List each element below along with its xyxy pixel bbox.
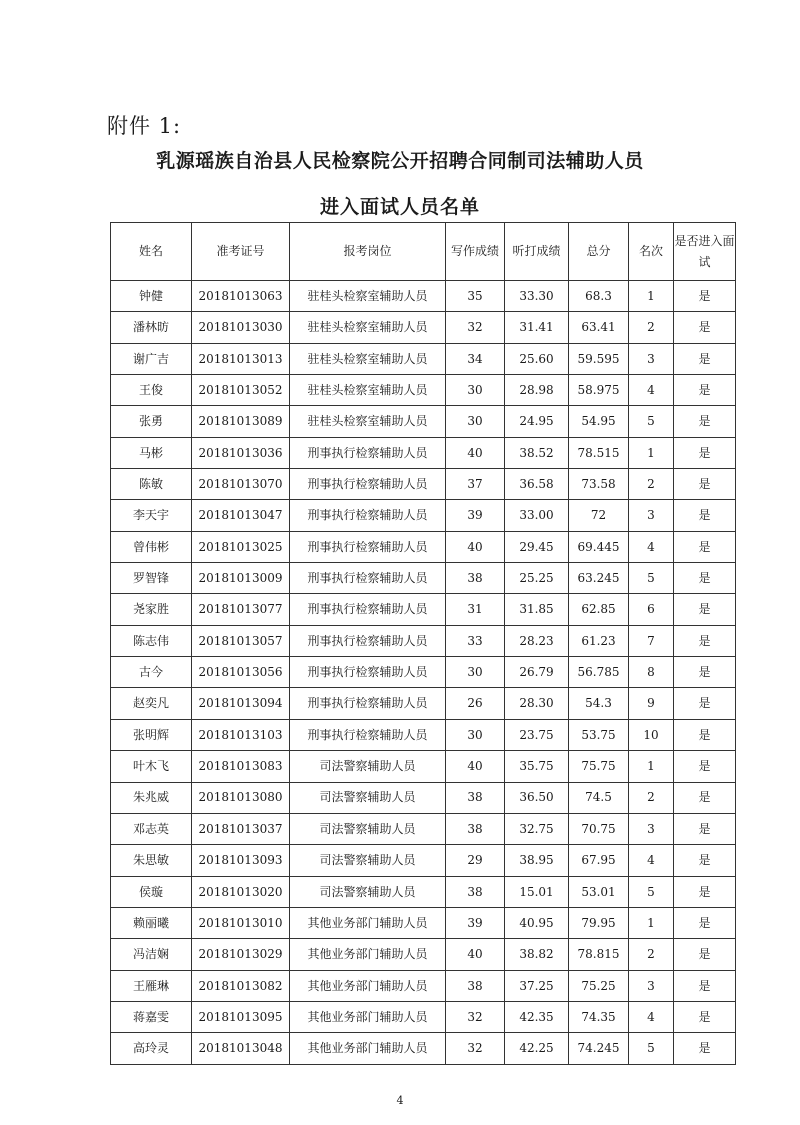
cell-writing-score: 38 <box>446 563 505 594</box>
cell-total-score: 62.85 <box>569 594 629 625</box>
cell-position: 其他业务部门辅助人员 <box>290 939 446 970</box>
cell-interview-status: 是 <box>674 375 736 406</box>
cell-interview-status: 是 <box>674 437 736 468</box>
cell-typing-score: 25.60 <box>505 343 569 374</box>
cell-name: 潘林昉 <box>111 312 192 343</box>
cell-position: 驻桂头检察室辅助人员 <box>290 312 446 343</box>
cell-rank: 5 <box>629 406 674 437</box>
cell-rank: 2 <box>629 939 674 970</box>
cell-name: 侯璇 <box>111 876 192 907</box>
cell-typing-score: 42.25 <box>505 1033 569 1064</box>
cell-position: 其他业务部门辅助人员 <box>290 907 446 938</box>
cell-name: 古今 <box>111 657 192 688</box>
cell-interview-status: 是 <box>674 688 736 719</box>
cell-total-score: 58.975 <box>569 375 629 406</box>
cell-total-score: 54.95 <box>569 406 629 437</box>
cell-rank: 9 <box>629 688 674 719</box>
cell-ticket-number: 20181013057 <box>192 625 290 656</box>
cell-interview-status: 是 <box>674 312 736 343</box>
cell-rank: 2 <box>629 469 674 500</box>
cell-rank: 5 <box>629 1033 674 1064</box>
cell-typing-score: 15.01 <box>505 876 569 907</box>
cell-writing-score: 26 <box>446 688 505 719</box>
table-row <box>111 876 736 907</box>
cell-rank: 1 <box>629 751 674 782</box>
cell-writing-score: 38 <box>446 813 505 844</box>
cell-rank: 3 <box>629 343 674 374</box>
cell-interview-status: 是 <box>674 500 736 531</box>
cell-name: 陈敏 <box>111 469 192 500</box>
cell-ticket-number: 20181013056 <box>192 657 290 688</box>
cell-name: 谢广吉 <box>111 343 192 374</box>
cell-interview-status: 是 <box>674 343 736 374</box>
cell-writing-score: 40 <box>446 939 505 970</box>
cell-writing-score: 29 <box>446 845 505 876</box>
cell-interview-status: 是 <box>674 594 736 625</box>
cell-rank: 10 <box>629 719 674 750</box>
cell-name: 朱兆威 <box>111 782 192 813</box>
cell-rank: 7 <box>629 625 674 656</box>
cell-typing-score: 31.85 <box>505 594 569 625</box>
cell-total-score: 56.785 <box>569 657 629 688</box>
cell-typing-score: 36.50 <box>505 782 569 813</box>
table-row <box>111 1001 736 1032</box>
cell-interview-status: 是 <box>674 782 736 813</box>
cell-writing-score: 38 <box>446 876 505 907</box>
cell-interview-status: 是 <box>674 657 736 688</box>
cell-writing-score: 38 <box>446 970 505 1001</box>
cell-typing-score: 38.95 <box>505 845 569 876</box>
cell-writing-score: 30 <box>446 657 505 688</box>
cell-position: 刑事执行检察辅助人员 <box>290 531 446 562</box>
cell-writing-score: 38 <box>446 782 505 813</box>
table-row <box>111 406 736 437</box>
cell-ticket-number: 20181013093 <box>192 845 290 876</box>
document-subtitle: 进入面试人员名单 <box>319 196 480 218</box>
cell-total-score: 75.25 <box>569 970 629 1001</box>
header-rank: 名次 <box>629 223 674 281</box>
header-ticket-number: 准考证号 <box>192 223 290 281</box>
cell-writing-score: 35 <box>446 281 505 312</box>
cell-ticket-number: 20181013070 <box>192 469 290 500</box>
cell-ticket-number: 20181013083 <box>192 751 290 782</box>
cell-writing-score: 32 <box>446 312 505 343</box>
cell-ticket-number: 20181013020 <box>192 876 290 907</box>
cell-name: 曾伟彬 <box>111 531 192 562</box>
cell-typing-score: 28.98 <box>505 375 569 406</box>
cell-name: 李天宇 <box>111 500 192 531</box>
cell-typing-score: 33.30 <box>505 281 569 312</box>
cell-interview-status: 是 <box>674 845 736 876</box>
cell-ticket-number: 20181013082 <box>192 970 290 1001</box>
document-title: 乳源瑶族自治县人民检察院公开招聘合同制司法辅助人员 <box>156 150 644 172</box>
header-name: 姓名 <box>111 223 192 281</box>
cell-total-score: 78.815 <box>569 939 629 970</box>
cell-writing-score: 31 <box>446 594 505 625</box>
cell-typing-score: 42.35 <box>505 1001 569 1032</box>
cell-interview-status: 是 <box>674 939 736 970</box>
table-row <box>111 751 736 782</box>
cell-rank: 8 <box>629 657 674 688</box>
table-row <box>111 970 736 1001</box>
header-total-score: 总分 <box>569 223 629 281</box>
cell-ticket-number: 20181013094 <box>192 688 290 719</box>
cell-ticket-number: 20181013009 <box>192 563 290 594</box>
cell-writing-score: 39 <box>446 907 505 938</box>
cell-name: 王雁琳 <box>111 970 192 1001</box>
cell-writing-score: 33 <box>446 625 505 656</box>
attachment-label: 附件 1: <box>107 114 182 138</box>
cell-name: 钟健 <box>111 281 192 312</box>
page-number: 4 <box>396 1094 404 1107</box>
cell-name: 赖丽曦 <box>111 907 192 938</box>
cell-total-score: 67.95 <box>569 845 629 876</box>
cell-position: 刑事执行检察辅助人员 <box>290 500 446 531</box>
cell-rank: 1 <box>629 907 674 938</box>
cell-rank: 3 <box>629 813 674 844</box>
table-row <box>111 782 736 813</box>
cell-position: 刑事执行检察辅助人员 <box>290 469 446 500</box>
cell-position: 其他业务部门辅助人员 <box>290 970 446 1001</box>
cell-position: 刑事执行检察辅助人员 <box>290 594 446 625</box>
cell-writing-score: 40 <box>446 437 505 468</box>
cell-ticket-number: 20181013103 <box>192 719 290 750</box>
cell-interview-status: 是 <box>674 907 736 938</box>
cell-interview-status: 是 <box>674 563 736 594</box>
cell-position: 刑事执行检察辅助人员 <box>290 719 446 750</box>
cell-position: 刑事执行检察辅助人员 <box>290 563 446 594</box>
cell-ticket-number: 20181013095 <box>192 1001 290 1032</box>
cell-interview-status: 是 <box>674 813 736 844</box>
cell-writing-score: 30 <box>446 406 505 437</box>
table-row <box>111 907 736 938</box>
cell-total-score: 70.75 <box>569 813 629 844</box>
table-row <box>111 437 736 468</box>
cell-writing-score: 30 <box>446 375 505 406</box>
cell-interview-status: 是 <box>674 751 736 782</box>
cell-ticket-number: 20181013025 <box>192 531 290 562</box>
table-row <box>111 375 736 406</box>
cell-rank: 3 <box>629 500 674 531</box>
cell-typing-score: 26.79 <box>505 657 569 688</box>
cell-typing-score: 23.75 <box>505 719 569 750</box>
cell-position: 刑事执行检察辅助人员 <box>290 657 446 688</box>
cell-ticket-number: 20181013036 <box>192 437 290 468</box>
cell-rank: 3 <box>629 970 674 1001</box>
cell-interview-status: 是 <box>674 876 736 907</box>
cell-typing-score: 29.45 <box>505 531 569 562</box>
cell-name: 马彬 <box>111 437 192 468</box>
cell-total-score: 73.58 <box>569 469 629 500</box>
cell-total-score: 74.5 <box>569 782 629 813</box>
cell-total-score: 53.75 <box>569 719 629 750</box>
cell-rank: 5 <box>629 563 674 594</box>
cell-ticket-number: 20181013029 <box>192 939 290 970</box>
cell-name: 冯洁娴 <box>111 939 192 970</box>
cell-writing-score: 34 <box>446 343 505 374</box>
cell-position: 其他业务部门辅助人员 <box>290 1033 446 1064</box>
cell-writing-score: 32 <box>446 1033 505 1064</box>
cell-typing-score: 24.95 <box>505 406 569 437</box>
cell-total-score: 63.41 <box>569 312 629 343</box>
table-row <box>111 469 736 500</box>
table-row <box>111 500 736 531</box>
cell-interview-status: 是 <box>674 719 736 750</box>
cell-ticket-number: 20181013089 <box>192 406 290 437</box>
cell-position: 驻桂头检察室辅助人员 <box>290 343 446 374</box>
cell-position: 刑事执行检察辅助人员 <box>290 688 446 719</box>
cell-ticket-number: 20181013013 <box>192 343 290 374</box>
cell-ticket-number: 20181013048 <box>192 1033 290 1064</box>
cell-position: 驻桂头检察室辅助人员 <box>290 406 446 437</box>
table-row <box>111 657 736 688</box>
cell-typing-score: 38.82 <box>505 939 569 970</box>
cell-total-score: 61.23 <box>569 625 629 656</box>
cell-position: 其他业务部门辅助人员 <box>290 1001 446 1032</box>
cell-interview-status: 是 <box>674 970 736 1001</box>
table-row <box>111 688 736 719</box>
cell-position: 司法警察辅助人员 <box>290 813 446 844</box>
cell-total-score: 54.3 <box>569 688 629 719</box>
table-row <box>111 813 736 844</box>
interview-list-table <box>110 222 736 1065</box>
table-row <box>111 594 736 625</box>
cell-name: 叶木飞 <box>111 751 192 782</box>
cell-name: 王俊 <box>111 375 192 406</box>
cell-typing-score: 31.41 <box>505 312 569 343</box>
cell-name: 蒋嘉雯 <box>111 1001 192 1032</box>
cell-name: 张勇 <box>111 406 192 437</box>
cell-typing-score: 28.30 <box>505 688 569 719</box>
cell-rank: 4 <box>629 845 674 876</box>
cell-interview-status: 是 <box>674 531 736 562</box>
cell-typing-score: 38.52 <box>505 437 569 468</box>
cell-interview-status: 是 <box>674 625 736 656</box>
cell-position: 刑事执行检察辅助人员 <box>290 625 446 656</box>
cell-rank: 2 <box>629 782 674 813</box>
header-typing-score: 听打成绩 <box>505 223 569 281</box>
cell-total-score: 72 <box>569 500 629 531</box>
cell-rank: 4 <box>629 375 674 406</box>
cell-ticket-number: 20181013030 <box>192 312 290 343</box>
cell-name: 邓志英 <box>111 813 192 844</box>
cell-position: 驻桂头检察室辅助人员 <box>290 375 446 406</box>
table-row <box>111 312 736 343</box>
table-row <box>111 625 736 656</box>
cell-total-score: 74.35 <box>569 1001 629 1032</box>
cell-name: 赵奕凡 <box>111 688 192 719</box>
cell-total-score: 63.245 <box>569 563 629 594</box>
cell-total-score: 75.75 <box>569 751 629 782</box>
cell-total-score: 74.245 <box>569 1033 629 1064</box>
cell-position: 驻桂头检察室辅助人员 <box>290 281 446 312</box>
cell-name: 张明辉 <box>111 719 192 750</box>
cell-total-score: 78.515 <box>569 437 629 468</box>
cell-writing-score: 30 <box>446 719 505 750</box>
cell-typing-score: 32.75 <box>505 813 569 844</box>
cell-position: 刑事执行检察辅助人员 <box>290 437 446 468</box>
cell-position: 司法警察辅助人员 <box>290 751 446 782</box>
header-writing-score: 写作成绩 <box>446 223 505 281</box>
table-row <box>111 343 736 374</box>
cell-total-score: 59.595 <box>569 343 629 374</box>
cell-ticket-number: 20181013047 <box>192 500 290 531</box>
cell-rank: 1 <box>629 281 674 312</box>
cell-ticket-number: 20181013080 <box>192 782 290 813</box>
cell-ticket-number: 20181013010 <box>192 907 290 938</box>
cell-interview-status: 是 <box>674 281 736 312</box>
cell-writing-score: 39 <box>446 500 505 531</box>
cell-writing-score: 40 <box>446 531 505 562</box>
cell-writing-score: 37 <box>446 469 505 500</box>
cell-position: 司法警察辅助人员 <box>290 782 446 813</box>
cell-typing-score: 35.75 <box>505 751 569 782</box>
cell-interview-status: 是 <box>674 406 736 437</box>
cell-name: 尧家胜 <box>111 594 192 625</box>
header-position: 报考岗位 <box>290 223 446 281</box>
cell-typing-score: 33.00 <box>505 500 569 531</box>
cell-typing-score: 25.25 <box>505 563 569 594</box>
table-row <box>111 1033 736 1064</box>
cell-rank: 2 <box>629 312 674 343</box>
cell-typing-score: 37.25 <box>505 970 569 1001</box>
cell-interview-status: 是 <box>674 1033 736 1064</box>
cell-ticket-number: 20181013077 <box>192 594 290 625</box>
table-row <box>111 563 736 594</box>
cell-rank: 1 <box>629 437 674 468</box>
cell-ticket-number: 20181013037 <box>192 813 290 844</box>
cell-name: 罗智锋 <box>111 563 192 594</box>
cell-total-score: 68.3 <box>569 281 629 312</box>
cell-interview-status: 是 <box>674 1001 736 1032</box>
cell-rank: 4 <box>629 531 674 562</box>
cell-typing-score: 36.58 <box>505 469 569 500</box>
cell-ticket-number: 20181013052 <box>192 375 290 406</box>
table-row <box>111 281 736 312</box>
cell-name: 陈志伟 <box>111 625 192 656</box>
cell-rank: 6 <box>629 594 674 625</box>
cell-ticket-number: 20181013063 <box>192 281 290 312</box>
cell-rank: 4 <box>629 1001 674 1032</box>
table-row <box>111 939 736 970</box>
cell-total-score: 79.95 <box>569 907 629 938</box>
cell-typing-score: 40.95 <box>505 907 569 938</box>
cell-rank: 5 <box>629 876 674 907</box>
cell-interview-status: 是 <box>674 469 736 500</box>
cell-position: 司法警察辅助人员 <box>290 845 446 876</box>
cell-position: 司法警察辅助人员 <box>290 876 446 907</box>
cell-name: 朱思敏 <box>111 845 192 876</box>
cell-writing-score: 40 <box>446 751 505 782</box>
cell-writing-score: 32 <box>446 1001 505 1032</box>
table-header-row <box>111 223 736 281</box>
cell-name: 高玲灵 <box>111 1033 192 1064</box>
table-row <box>111 531 736 562</box>
table-row <box>111 845 736 876</box>
cell-typing-score: 28.23 <box>505 625 569 656</box>
cell-total-score: 53.01 <box>569 876 629 907</box>
cell-total-score: 69.445 <box>569 531 629 562</box>
table-row <box>111 719 736 750</box>
header-interview-status: 是否进入面试 <box>674 223 736 281</box>
